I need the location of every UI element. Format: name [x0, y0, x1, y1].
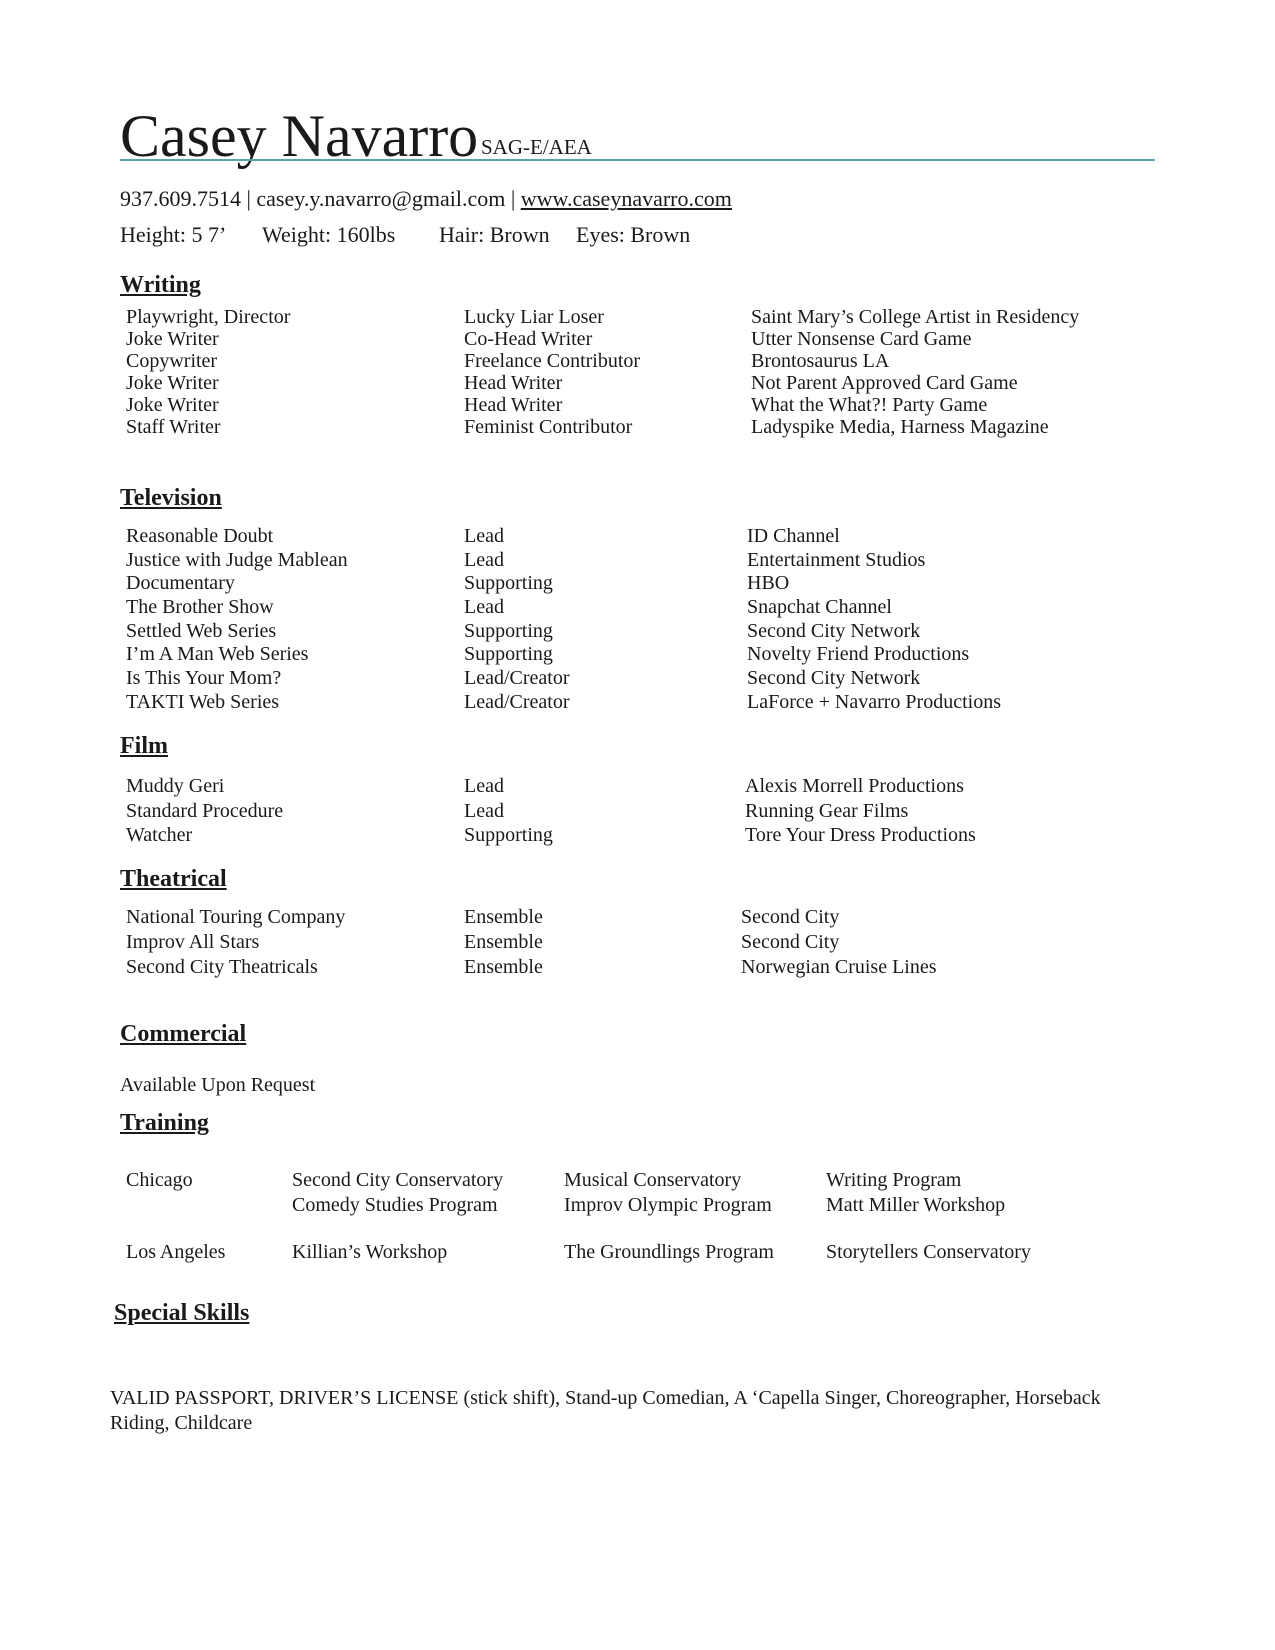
credit-company: ID Channel [747, 525, 840, 547]
credit-role: Supporting [464, 619, 553, 642]
credit-company: Not Parent Approved Card Game [751, 372, 1018, 394]
credit-role: Feminist Contributor [464, 416, 633, 438]
credit-company: Novelty Friend Productions [747, 643, 970, 666]
credit-role: Freelance Contributor [464, 350, 641, 372]
weight-stat: Weight: 160lbs [262, 222, 396, 247]
credit-role: Lead [464, 596, 504, 619]
credit-title: National Touring Company [126, 906, 346, 928]
separator: | [246, 186, 251, 211]
television-heading: Television [120, 485, 222, 511]
special-skills-heading: Special Skills [114, 1300, 250, 1326]
credit-title: Joke Writer [126, 372, 219, 394]
credit-company: Brontosaurus LA [751, 350, 890, 372]
credit-title: Reasonable Doubt [126, 525, 274, 547]
credit-title: Playwright, Director [126, 306, 291, 328]
credit-company: Alexis Morrell Productions [745, 775, 964, 797]
credit-role: Supporting [464, 643, 553, 666]
training-city-chicago: Chicago [126, 1169, 193, 1191]
credit-title: Joke Writer [126, 328, 219, 350]
credit-role: Ensemble [464, 931, 543, 953]
credit-role: Lead [464, 775, 504, 797]
commercial-heading: Commercial [120, 1021, 247, 1047]
credit-title: Settled Web Series [126, 619, 277, 642]
training-program: Musical Conservatory [564, 1169, 742, 1191]
header-divider [120, 159, 1155, 161]
phone-number: 937.609.7514 [120, 186, 241, 211]
credit-role: Lead [464, 799, 504, 822]
credit-role: Lead [464, 525, 504, 547]
credit-role: Ensemble [464, 906, 543, 928]
credit-role: Lead/Creator [464, 667, 570, 690]
credit-title: Standard Procedure [126, 799, 284, 822]
credit-company: Second City [741, 906, 840, 928]
credit-role: Lucky Liar Loser [464, 306, 604, 328]
credit-role: Ensemble [464, 956, 543, 978]
hair-stat: Hair: Brown [439, 222, 550, 247]
separator: | [510, 186, 516, 211]
writing-heading: Writing [120, 272, 201, 298]
credit-title: Improv All Stars [126, 931, 260, 953]
credit-company: Ladyspike Media, Harness Magazine [751, 416, 1049, 438]
credit-title: Is This Your Mom? [126, 667, 282, 690]
training-program: Writing Program [826, 1169, 962, 1191]
credit-company: Second City Network [747, 619, 921, 642]
credit-role: Co-Head Writer [464, 328, 593, 350]
credit-role: Lead/Creator [464, 690, 570, 713]
credit-title: Muddy Geri [126, 775, 225, 797]
training-program: Second City Conservatory [292, 1169, 504, 1191]
credit-title: Documentary [126, 572, 235, 595]
training-program: Storytellers Conservatory [826, 1241, 1031, 1263]
credit-role: Supporting [464, 824, 553, 846]
credit-title: I’m A Man Web Series [126, 643, 309, 666]
credit-company: Second City Network [747, 667, 921, 690]
credit-company: Second City [741, 931, 840, 953]
eyes-stat: Eyes: Brown [576, 222, 691, 247]
credit-title: Second City Theatricals [126, 956, 318, 978]
email-address[interactable]: casey.y.navarro@gmail.com [256, 186, 506, 211]
credit-company: Tore Your Dress Productions [745, 824, 976, 846]
credit-company: Snapchat Channel [747, 596, 892, 619]
special-skills-text: VALID PASSPORT, DRIVER’S LICENSE (stick shift), Stand-up Comedian, A ‘Capella Singer, Choreographer, Horseback Riding, Childcare [110, 1387, 1101, 1434]
credit-company: Norwegian Cruise Lines [741, 956, 937, 978]
credit-company: Saint Mary’s College Artist in Residency [751, 306, 1080, 328]
credit-company: Entertainment Studios [747, 548, 926, 571]
credit-role: Head Writer [464, 394, 563, 416]
training-program: Improv Olympic Program [564, 1194, 772, 1216]
union-affiliation: SAG-E/AEA [481, 135, 592, 159]
credit-title: Justice with Judge Mablean [126, 548, 348, 571]
training-program: Matt Miller Workshop [826, 1194, 1006, 1216]
credit-role: Head Writer [464, 372, 563, 394]
resume-name: Casey Navarro [120, 103, 479, 169]
height-stat: Height: 5 7’ [120, 222, 227, 247]
credit-company: HBO [747, 572, 790, 595]
film-heading: Film [120, 733, 168, 759]
credit-title: Joke Writer [126, 394, 219, 416]
training-program: The Groundlings Program [564, 1241, 774, 1263]
training-city-los-angeles: Los Angeles [126, 1241, 226, 1263]
credit-role: Lead [464, 548, 504, 571]
credit-title: The Brother Show [126, 596, 274, 619]
credit-title: Staff Writer [126, 416, 221, 438]
credit-title: TAKTI Web Series [126, 690, 280, 713]
credit-company: What the What?! Party Game [751, 394, 988, 416]
commercial-availability: Available Upon Request [120, 1074, 316, 1096]
training-program: Comedy Studies Program [292, 1194, 498, 1216]
credit-title: Copywriter [126, 350, 218, 372]
training-heading: Training [120, 1110, 209, 1136]
credit-role: Supporting [464, 572, 553, 595]
contact-line [120, 186, 732, 212]
training-program: Killian’s Workshop [292, 1241, 448, 1263]
credit-title: Watcher [126, 824, 193, 846]
theatrical-heading: Theatrical [120, 866, 227, 892]
website-link[interactable]: www.caseynavarro.com [520, 186, 732, 211]
credit-company: LaForce + Navarro Productions [747, 690, 1001, 713]
credit-company: Running Gear Films [745, 799, 909, 822]
credit-company: Utter Nonsense Card Game [751, 328, 972, 350]
